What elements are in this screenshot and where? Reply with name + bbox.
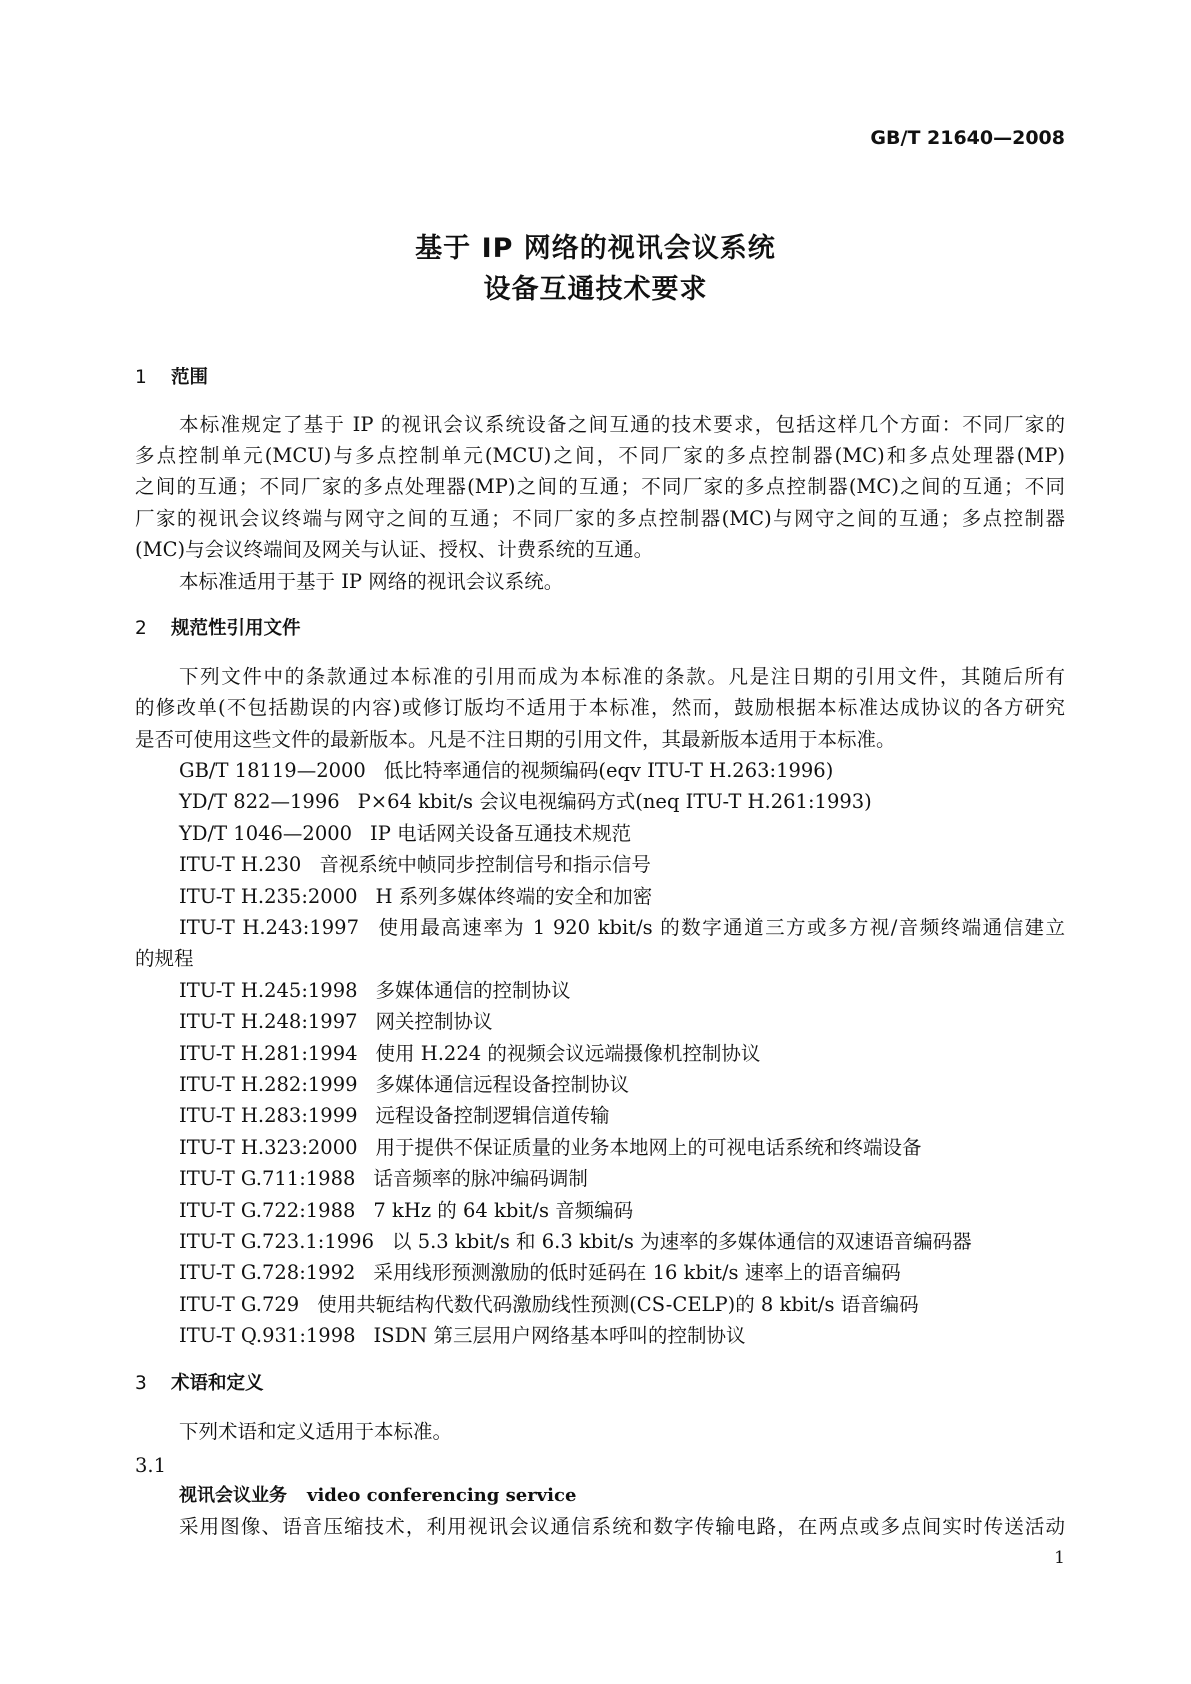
reference-code: ITU-T G.722:1988 [179,1198,356,1222]
reference-code: ITU-T Q.931:1998 [179,1324,356,1348]
reference-code: ITU-T G.711:1988 [179,1167,356,1191]
reference-title: 音视系统中帧同步控制信号和指示信号 [319,853,651,877]
scope-line: 厂家的视讯会议终端与网守之间的互通；不同厂家的多点控制器(MC)与网守之间的互通；多点控制器 [135,507,1065,530]
reference-item [179,1167,1065,1191]
reference-title: 低比特率通信的视频编码(eqv ITU-T H.263:1996) [383,759,834,782]
term-chinese: 视讯会议业务 [179,1485,287,1506]
section-number: 1 [135,367,147,388]
reference-code: ITU-T G.729 [179,1292,300,1316]
reference-code: ITU-T H.248:1997 [179,1010,358,1034]
reference-item [179,1261,1065,1285]
reference-title: 使用共轭结构代数代码激励线性预测(CS-CELP)的 8 kbit/s 语音编码 [317,1292,919,1316]
reference-code: ITU-T G.723.1:1996 [179,1230,374,1253]
reference-item [179,1042,1065,1066]
section-2-heading [135,617,1065,641]
reference-code: ITU-T G.728:1992 [179,1261,356,1285]
references-intro-line: 是否可使用这些文件的最新版本。凡是不注日期的引用文件，其最新版本适用于本标准。 [135,728,896,751]
reference-code: ITU-T H.245:1998 [179,978,358,1002]
section-title: 术语和定义 [171,1373,264,1394]
reference-item [179,916,1065,940]
reference-item [179,979,1065,1003]
reference-code: YD/T 822—1996 [179,790,340,814]
reference-title: IP 电话网关设备互通技术规范 [370,821,632,845]
document-title-line2: 设备互通技术要求 [483,274,708,305]
reference-title: 使用最高速率为 1 920 kbit/s 的数字通道三方或多方视/音频终端通信建立 [376,916,1065,939]
reference-code: ITU-T H.323:2000 [179,1135,358,1159]
reference-title: 网关控制协议 [375,1010,493,1034]
reference-item [179,1136,1065,1160]
reference-item [179,1199,1065,1223]
section-number: 2 [135,618,147,639]
reference-code: ITU-T H.243:1997 [179,916,359,939]
page-number: 1 [1054,1548,1065,1568]
standard-number: GB/T 21640—2008 [870,127,1065,149]
reference-title: ISDN 第三层用户网络基本呼叫的控制协议 [373,1324,746,1348]
reference-item [179,822,1065,846]
term-english: video conferencing service [307,1485,577,1506]
section-title: 范围 [171,367,209,388]
reference-title: 以 5.3 kbit/s 和 6.3 kbit/s 为速率的多媒体通信的双速语音编码器 [392,1230,972,1253]
reference-item [179,790,1065,814]
reference-title: 多媒体通信的控制协议 [375,978,571,1002]
reference-code: ITU-T H.230 [179,853,302,877]
section-3-heading [135,1372,1065,1396]
document-title-line1: 基于 IP 网络的视讯会议系统 [415,233,776,264]
reference-title: 用于提供不保证质量的业务本地网上的可视电话系统和终端设备 [375,1135,922,1159]
reference-item [179,1324,1065,1348]
reference-code: ITU-T H.281:1994 [179,1041,358,1065]
reference-item [179,885,1065,909]
scope-line: 本标准规定了基于 IP 的视讯会议系统设备之间互通的技术要求，包括这样几个方面：不同厂家的 [179,413,1065,436]
reference-title: 7 kHz 的 64 kbit/s 音频编码 [373,1198,634,1222]
reference-code: GB/T 18119—2000 [179,759,366,782]
reference-title-continuation: 的规程 [135,947,194,971]
reference-title: P×64 kbit/s 会议电视编码方式(neq ITU-T H.261:1993) [357,790,872,814]
scope-line: (MC)与会议终端间及网关与认证、授权、计费系统的互通。 [135,538,654,561]
reference-item [179,1104,1065,1128]
reference-title: 远程设备控制逻辑信道传输 [375,1104,610,1128]
scope-applicability: 本标准适用于基于 IP 网络的视讯会议系统。 [179,570,564,593]
references-intro-line: 的修改单(不包括勘误的内容)或修订版均不适用于本标准，然而，鼓励根据本标准达成协议的各方研究 [135,696,1065,719]
reference-title: 使用 H.224 的视频会议远端摄像机控制协议 [375,1041,761,1065]
reference-item [179,1073,1065,1097]
reference-item [179,853,1065,877]
section-1-heading [135,366,1065,390]
reference-code: YD/T 1046—2000 [179,821,353,845]
scope-line: 之间的互通；不同厂家的多点处理器(MP)之间的互通；不同厂家的多点控制器(MC)之间的互通；不同 [135,475,1065,498]
reference-code: ITU-T H.235:2000 [179,884,358,908]
reference-title: H 系列多媒体终端的安全和加密 [375,884,653,908]
reference-code: ITU-T H.283:1999 [179,1104,358,1128]
term-entry [179,1484,1065,1508]
reference-title: 采用线形预测激励的低时延码在 16 kbit/s 速率上的语音编码 [373,1261,901,1285]
scope-line: 多点控制单元(MCU)与多点控制单元(MCU)之间，不同厂家的多点控制器(MC)和多点处理器(MP) [135,444,1065,467]
term-definition: 采用图像、语音压缩技术，利用视讯会议通信系统和数字传输电路，在两点或多点间实时传送活动 [179,1515,1065,1538]
terms-intro: 下列术语和定义适用于本标准。 [179,1420,453,1443]
reference-title: 多媒体通信远程设备控制协议 [375,1073,630,1096]
reference-code: ITU-T H.282:1999 [179,1073,358,1096]
reference-item [179,1010,1065,1034]
subclause-number: 3.1 [135,1454,167,1477]
reference-title: 话音频率的脉冲编码调制 [373,1167,588,1191]
reference-item [179,1230,1065,1254]
reference-item [179,1293,1065,1317]
section-title: 规范性引用文件 [171,618,301,639]
reference-item [179,759,1065,783]
section-number: 3 [135,1373,147,1394]
references-intro-line: 下列文件中的条款通过本标准的引用而成为本标准的条款。凡是注日期的引用文件，其随后所有 [179,665,1065,688]
